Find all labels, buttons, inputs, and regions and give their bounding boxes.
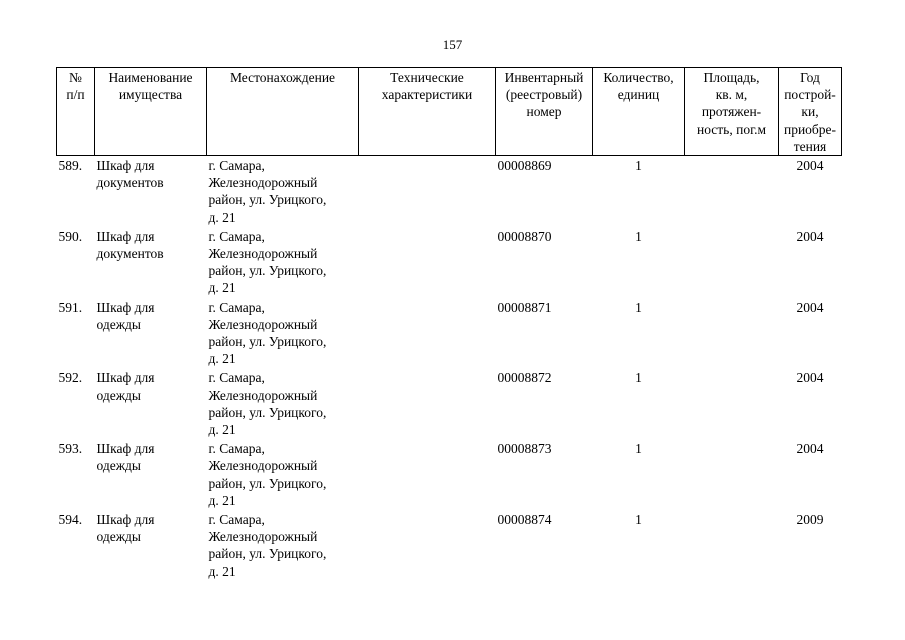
property-registry-table (56, 67, 842, 582)
cell-num: 589. (58, 158, 83, 174)
cell-year: 2004 (796, 299, 824, 315)
cell-name: Шкаф для одежды (96, 512, 155, 545)
cell-quantity: 1 (635, 158, 642, 174)
cell-tech (359, 156, 496, 228)
cell-tech (359, 369, 496, 440)
cell-tech (359, 440, 496, 511)
cell-tech (359, 228, 496, 299)
cell-year: 2004 (796, 158, 824, 174)
table-header-row (57, 68, 842, 156)
cell-quantity: 1 (635, 370, 642, 386)
cell-inventory: 00008870 (497, 228, 552, 244)
cell-quantity: 1 (635, 441, 642, 457)
cell-inventory: 00008874 (497, 512, 552, 528)
cell-location: г. Самара, Железнодорожный район, ул. Урицкого, д. 21 (208, 299, 327, 367)
cell-num: 591. (58, 299, 83, 315)
page-number: 157 (442, 37, 463, 52)
cell-inventory: 00008873 (497, 441, 552, 457)
header-tech: Технические характеристики (359, 68, 496, 156)
cell-inventory: 00008869 (497, 158, 552, 174)
table-row (57, 511, 842, 582)
cell-area (685, 156, 779, 228)
cell-location: г. Самара, Железнодорожный район, ул. Урицкого, д. 21 (208, 441, 327, 508)
cell-name: Шкаф для одежды (96, 441, 155, 474)
cell-area (685, 299, 779, 370)
cell-year: 2009 (796, 512, 824, 528)
cell-location: г. Самара, Железнодорожный район, ул. Урицкого, д. 21 (208, 370, 327, 438)
cell-num: 594. (58, 512, 83, 528)
table-row (57, 440, 842, 511)
cell-inventory: 00008872 (497, 370, 552, 386)
cell-location: г. Самара, Железнодорожный район, ул. Урицкого, д. 21 (208, 228, 327, 296)
cell-year: 2004 (796, 441, 824, 457)
cell-name: Шкаф для одежды (96, 299, 155, 332)
table-row (57, 228, 842, 299)
cell-year: 2004 (796, 228, 824, 244)
cell-inventory: 00008871 (497, 299, 552, 315)
table-row (57, 369, 842, 440)
cell-location: г. Самара, Железнодорожный район, ул. Урицкого, д. 21 (208, 512, 327, 579)
cell-num: 590. (58, 228, 83, 244)
table-row (57, 299, 842, 370)
header-location: Местонахождение (207, 68, 359, 156)
cell-year: 2004 (796, 370, 824, 386)
header-quantity: Количество, единиц (593, 68, 685, 156)
cell-area (685, 511, 779, 582)
cell-tech (359, 299, 496, 370)
header-inventory: Инвентарный (реестровый) номер (496, 68, 593, 156)
cell-num: 592. (58, 370, 83, 386)
header-area: Площадь, кв. м, протяжен- ность, пог.м (685, 68, 779, 156)
header-name: Наименование имущества (95, 68, 207, 156)
header-num: № п/п (57, 68, 95, 156)
cell-area (685, 440, 779, 511)
cell-quantity: 1 (635, 299, 642, 315)
cell-area (685, 228, 779, 299)
table-row (57, 156, 842, 228)
cell-quantity: 1 (635, 228, 642, 244)
cell-name: Шкаф для одежды (96, 370, 155, 403)
cell-num: 593. (58, 441, 83, 457)
cell-name: Шкаф для документов (96, 158, 164, 191)
cell-area (685, 369, 779, 440)
cell-name: Шкаф для документов (96, 228, 164, 262)
cell-quantity: 1 (635, 512, 642, 528)
header-year: Год построй- ки, приобре- тения (779, 68, 842, 156)
cell-tech (359, 511, 496, 582)
cell-location: г. Самара, Железнодорожный район, ул. Урицкого, д. 21 (208, 158, 327, 225)
